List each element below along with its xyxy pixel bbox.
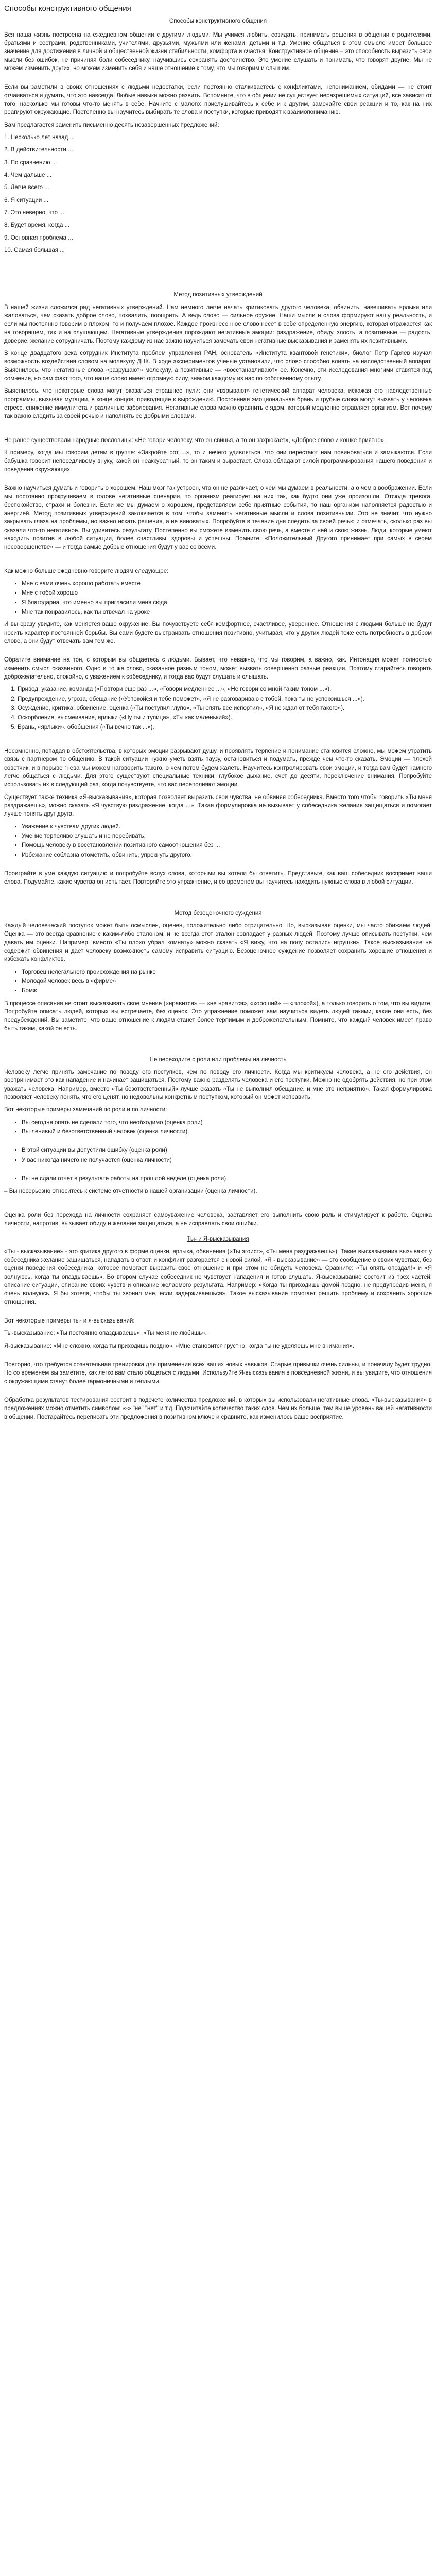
list-item: • Торговец нелегального происхождения на рынке — [22, 968, 432, 976]
examples-list-3 — [4, 1175, 432, 1183]
intro-paragraph-1: Вся наша жизнь построена на ежедневном общении с другими людьми. Мы учимся любить, созидать, принимать решения в общении с родителями, братьями и сестрами, родственниками, учителями, друзьями, мужьями или женами, детьми и т.д. Умение общаться в этом смысле имеет большое значение для достижения в личной и общественной жизни стабильности, комфорта и счастья. Конструктивное общение – это способность выразить свои мысли без ошибок, не причиняя боли собеседнику, научившись сохранять достоинство. Это умение слушать и понимать, что говорят другие. Мы не можем изменить других, но можем изменить себя и наше отношение к тому, что мы говорим и слышим. — [4, 31, 432, 72]
list-item: • Умение терпеливо слушать и не перебивать. — [22, 832, 432, 840]
paragraph: Как можно больше ежедневно говорите людям следующее: — [4, 568, 169, 574]
list-item: 1. Привод, указание, команда («Повтори еще раз ...», «Говори медленнее ...», «Не говори со мной таким тоном ...»). — [18, 685, 432, 693]
paragraph: И вы сразу увидите, как меняется ваше окружение. Вы почувствуете себя комфортнее, счастливее, увереннее. Отношения с людьми больше не будут носить характер постоянной борьбы. Вы сами будете выстраивать отношения позитивно, учитывая, что у других людей тоже есть потребность в добром слове, а они будут отвечать вам тем же. — [4, 621, 432, 645]
list-item: • В этой ситуации вы допустили ошибку (оценка роли) — [22, 1146, 432, 1155]
people-list — [4, 968, 432, 995]
examples-list-1 — [4, 1118, 432, 1137]
list-item: • Мне с вами очень хорошо работать вместе — [22, 580, 432, 588]
examples-list-2 — [4, 1146, 432, 1164]
list-item: • Молодой человек весь в «фирме» — [22, 977, 432, 986]
list-item: • Мне так понравилось, как ты отвечал на уроке — [22, 608, 432, 616]
section-title-role-personality: Не переходите с роли или проблемы на личность — [149, 1056, 287, 1063]
list-item: 2. Предупреждение, угроза, обещание («Успокойся и тебе поможет», «Я не разговариваю с тобой, пока ты не успокоишься ...»). — [18, 695, 432, 703]
list-item: • Избежание соблазна отомстить, обвинить, упрекнуть другого. — [22, 851, 432, 859]
list-item: • Вы не сдали отчет в результате работы на прошлой неделе (оценка роли) — [22, 1175, 432, 1183]
sentence-item: 7. Это неверно, что ... — [4, 209, 64, 216]
paragraph: Вот некоторые примеры замечаний по роли и по личности: — [4, 1107, 167, 1113]
list-item: • Мне с тобой хорошо — [22, 589, 432, 597]
paragraph: Важно научиться думать и говорить о хорошем. Наш мозг так устроен, что он не различает, о чем мы думаем в реальности, а о чем в воображении. Если мы постоянно прокручиваем в голове негативные сценарии, то организм реагирует на них так, как будто они уже произошли. Отсюда тревога, беспокойство, страхи и болезни. Если же мы думаем о хорошем, представляем себе приятные события, то наш организм наполняется радостью и энергией. Метод позитивных утверждений заключается в том, чтобы заменить негативные мысли и слова позитивными. Это не значит, что нужно закрывать глаза на проблемы, но важно искать решения, а не виноватых. Попробуйте в течение дня следить за своей речью и отмечать, сколько раз вы сказали что-то негативное. Вы удивитесь результату. Постепенно вы сможете изменить свою речь, а вместе с ней и свою жизнь. Люди, которые умеют находить позитив в любой ситуации, более счастливы, здоровы и успешны. Помните: «Положительный Другого принимает при самых в своем несовершенстве» — и тогда самые добрые отношения будут у вас со всеми. — [4, 485, 432, 551]
paragraph: В процессе описания не стоит высказывать свое мнение («нравится» — «не нравится», «хороший» — «плохой»), а только говорить о том, что вы видите. Попробуйте описать людей, которых вы встречаете, без оценок. Это упражнение поможет вам научиться видеть людей такими, какие они есть, без предубеждений. Вы заметите, что ваше отношение к людям станет более терпимым и доброжелательным. Помните, что каждый человек имеет право быть таким, какой он есть. — [4, 1000, 432, 1032]
paragraph: К примеру, когда мы говорим детям в группе: «Закройте рот ...», то и нечего удивляться, что они перестают нам повиноваться и замыкаются. Если бабушка говорит непоседливому внуку, какой он неаккуратный, то он таким и вырастает. Слова обладают силой программирования нашего поведения и поведения окружающих. — [4, 450, 432, 473]
list-item: 3. Осуждение, критика, обвинение, оценка («Ты поступил глупо», «Ты опять все испортил», «Я не ждал от тебя такого»). — [18, 704, 432, 713]
paragraph: Я-высказывание: «Мне сложно, когда ты приходишь поздно», «Мне становится грустно, когда ты не уделяешь мне внимания». — [4, 1343, 354, 1349]
document-subtitle: Способы конструктивного общения — [169, 18, 267, 25]
paragraph: Обратите внимание на тон, с которым вы общаетесь с людьми. Бывает, что неважно, что мы говорим, а важно, как. Интонация может полностью изменить смысл сказанного. Одно и то же слово, сказанное разным тоном, может вызвать совершенно разные реакции. Поэтому старайтесь говорить доброжелательно, спокойно, с уважением к собеседнику, и тогда вас будут слушать и слышать. — [4, 657, 432, 680]
paragraph: Выяснилось, что некоторые слова могут оказаться страшнее пули: они «взрывают» генетический аппарат человека, искажая его наследственные программы, вызывая мутации, в конце концов, приводящие к вырождению. Постоянная эмоциональная брань и грубые слова могут вызвать у человека стресс, снижение иммунитета и различные заболевания. Негативные слова можно сравнить с ядом, который медленно отравляет организм. Вот почему так важно следить за своей речью и наполнять ее добрыми словами. — [4, 388, 432, 420]
list-item: • Помощь человеку в восстановлении позитивного самоотношения без ... — [22, 841, 432, 850]
intro-paragraph-3: Вам предлагается заменить письменно десять незавершенных предложений: — [4, 122, 219, 128]
list-item: • У вас никогда ничего не получается (оценка личности) — [22, 1156, 432, 1164]
sentence-item: 8. Будет время, когда ... — [4, 222, 70, 229]
paragraph: Несомненно, попадая в обстоятельства, в которых эмоции разрывают душу, и проявлять терпение и понимание становится сложно, мы можем утратить связь с партнером по общению. В такой ситуации нужно уметь взять паузу, остановиться и подумать, прежде чем что-то сказать. Эмоции — плохой советчик, и в порыве гнева мы можем наговорить такого, о чем потом будем жалеть. Научитесь контролировать свои эмоции, и тогда вам будет намного легче общаться с людьми. Для этого существуют специальные техники: глубокое дыхание, счет до десяти, переключение внимания. Попробуйте использовать их в следующий раз, когда почувствуете, что вас переполняют эмоции. — [4, 748, 432, 788]
section-title-nonjudgmental: Метод безоценочного суждения — [174, 910, 262, 917]
list-item: 4. Оскорбление, высмеивание, ярлыки («Ну ты и тупица», «Ты как маленький»). — [18, 714, 432, 722]
intro-paragraph-2: Если вы заметили в своих отношениях с людьми недостатки, если постоянно сталкиваетесь с конфликтами, непониманием, обидами — не стоит отчаиваться и думать, что это навсегда. Любые навыки можно развить. Вспомните, что в общении не существует неразрешимых ситуаций, все зависит от того, насколько мы готовы что-то менять в себе. Начните с малого: прислушивайтесь к себе и к другим, замечайте свои реакции и то, как на них реагируют окружающие. Постепенно вы научитесь выбирать те слова и поступки, которые приводят к взаимопониманию. — [4, 84, 432, 116]
principles-list — [4, 823, 432, 859]
paragraph: Оценка роли без перехода на личности сохраняет самоуважение человека, заставляет его выполнить свою роль и стимулирует к работе. Оценка личности, напротив, вызывает обиду и желание защищаться, а не исправлять свои ошибки. — [4, 1212, 432, 1227]
list-item: • Вы ленивый и безответственный человек (оценка личности) — [22, 1128, 432, 1136]
list-item: • Бомж — [22, 987, 432, 995]
paragraph: Человеку легче принять замечание по поводу его поступков, чем по поводу его личности. Когда мы критикуем человека, а не его действия, он воспринимает это как нападение и начинает защищаться. Поэтому важно разделять человека и его поступки. Можно не одобрять действия, но при этом уважать человека. Например, вместо «Ты безответственный» лучше сказать «Ты не выполнил обещание, и мне это неприятно». Такая формулировка позволяет человеку понять, что его ценят, но недовольны конкретным поступком, который он может исправить. — [4, 1069, 432, 1101]
sentence-item: 4. Чем дальше ... — [4, 172, 52, 178]
paragraph: – Вы несерьезно относитесь к системе отчетности в нашей организации (оценка личности). — [4, 1188, 257, 1195]
paragraph: Обработка результатов тестирования состоит в подсчете количества предложений, в которых вы использовали негативные слова. «Ты-высказывания» в предложениях можно отметить символом: «-» "не" "нет" и т.д. Подсчитайте количество таких слов. Чем их больше, тем выше уровень вашей негативности в общении. Постарайтесь переписать эти предложения в позитивном ключе и сравните, как изменилось ваше восприятие. — [4, 1397, 432, 1420]
sentence-item: 10. Самая большая ... — [4, 247, 65, 253]
list-item: 5. Брань, «ярлыки», обобщения («Ты вечно так ...»). — [18, 723, 432, 732]
paragraph: «Ты - высказывание» - это критика другого в форме оценки, ярлыка, обвинения («Ты эгоист», «Ты меня раздражаешь»). Такие высказывания вызывают у собеседника желание защищаться, нападать в ответ, и конфликт разгорается с новой силой. «Я - высказывание» — это сообщение о своих чувствах, без оценки поведения собеседника, которое помогает выразить свое отношение и при этом не обидеть человека. Сравните: «Ты опять опоздал!» и «Я волнуюсь, когда ты опаздываешь». Во втором случае собеседник не чувствует нападения и готов слушать. Я-высказывание состоит из трех частей: описание ситуации, описание своих чувств и описание желаемого результата. Например: «Когда ты приходишь домой поздно, не предупредив меня, я очень волнуюсь. Я бы хотела, чтобы ты звонил мне, если задерживаешься». Такое высказывание помогает решить проблему и сохранить хорошие отношения. — [4, 1248, 432, 1306]
paragraph: Повторно, что требуется сознательная тренировка для применения всех ваших новых навыков. Старые привычки очень сильны, и поначалу будет трудно. Но со временем вы заметите, как легко вам стало общаться с людьми. Используйте Я-высказывания в повседневной жизни, и вы увидите, что отношения с окружающими станут более гармоничными и теплыми. — [4, 1362, 432, 1385]
list-item: • Уважение к чувствам других людей. — [22, 823, 432, 831]
sentence-item: 3. По сравнению ... — [4, 159, 57, 166]
sentence-item: 2. В действительности ... — [4, 147, 73, 154]
sentence-item: 1. Несколько лет назад ... — [4, 134, 75, 141]
paragraph: В конце двадцатого века сотрудник Института проблем управления РАН, основатель «Института квантовой генетики», биолог Петр Гаряев изучал возможность воздействия словом на молекулу ДНК. В ходе экспериментов ученые установили, что слово способно влиять на наследственный аппарат. Выяснилось, что негативные слова «разрушают» молекулу, а позитивные — «восстанавливают» ее. Конечно, эти исследования многими ставятся под сомнение, но сам факт того, что наше слово имеет огромную силу, знаком каждому из нас по собственному опыту. — [4, 350, 432, 382]
steps-list — [4, 685, 432, 732]
list-item: • Я благодарна, что именно вы пригласили меня сюда — [22, 599, 432, 607]
phrases-list — [4, 580, 432, 616]
paragraph: В нашей жизни сложился ряд негативных утверждений. Нам немного легче начать критиковать другого человека, обвинить, навешивать ярлыки или жаловаться, чем сказать доброе слово, похвалить, поощрить. А ведь слово — сильное оружие. Наши мысли и слова формируют нашу реальность, и если мы постоянно говорим о плохом, то и получаем плохое. Каждое произнесенное слово несет в себе определенную энергию, которая отражается как на говорящем, так и на слушающем. Негативные утверждения порождают негативные эмоции: раздражение, обиду, злость, а позитивные — радость, доверие, желание сотрудничать. Поэтому каждому из нас важно научиться замечать свои негативные высказывания и заменять их позитивными. — [4, 304, 432, 344]
sentence-list — [4, 133, 432, 255]
paragraph: Каждый человеческий поступок может быть осмыслен, оценен, положительно либо отрицательно. Но, высказывая оценки, мы часто обижаем людей. Оценка — это всегда сравнение с каким-либо эталоном, и не всегда этот эталон совпадает у разных людей. Поэтому лучше описывать поступки, чем давать им оценки. Например, вместо «Ты плохо убрал комнату» можно сказать «Я вижу, что на полу остались игрушки». Такое высказывание не содержит обвинения и дает человеку возможность самому исправить ситуацию. Безоценочное суждение позволяет сохранить хорошие отношения и избежать конфликтов. — [4, 922, 432, 963]
paragraph: Вот некоторые примеры ты- и я-высказываний: — [4, 1318, 135, 1325]
paragraph: Существует также техника «Я-высказывания», которая позволяет выразить свои чувства, не обвиняя собеседника. Вместо того чтобы говорить «Ты меня раздражаешь», можно сказать «Я чувствую раздражение, когда ...». Такая формулировка не вызывает у собеседника желания защищаться и помогает лучше понять друг друга. — [4, 794, 432, 818]
list-item: • Вы сегодня опять не сделали того, что необходимо (оценка роли) — [22, 1118, 432, 1127]
paragraph: Проиграйте в уме каждую ситуацию и попробуйте вслух слова, которыми вы хотели бы ответить. Представьте, как ваш собеседник воспримет ваши слова. Подумайте, какие чувства он испытает. Повторяйте это упражнение, и со временем вы научитесь находить нужные слова в любой ситуации. — [4, 870, 432, 886]
paragraph: Не ранее существовали народные пословицы: «Не говори человеку, что он свинья, а то он захрюкает», «Доброе слово и кошке приятно». — [4, 437, 386, 444]
document-title: Способы конструктивного общения — [4, 4, 131, 13]
sentence-item: 5. Легче всего ... — [4, 184, 49, 191]
section-title-you-i-statements: Ты- и Я-высказывания — [187, 1236, 249, 1243]
paragraph: Ты-высказывание: «Ты постоянно опаздываешь», «Ты меня не любишь». — [4, 1330, 207, 1337]
section-title-positive-statements: Метод позитивных утверждений — [173, 292, 263, 298]
sentence-item: 9. Основная проблема ... — [4, 234, 73, 241]
sentence-item: 6. Я ситуации ... — [4, 197, 49, 204]
